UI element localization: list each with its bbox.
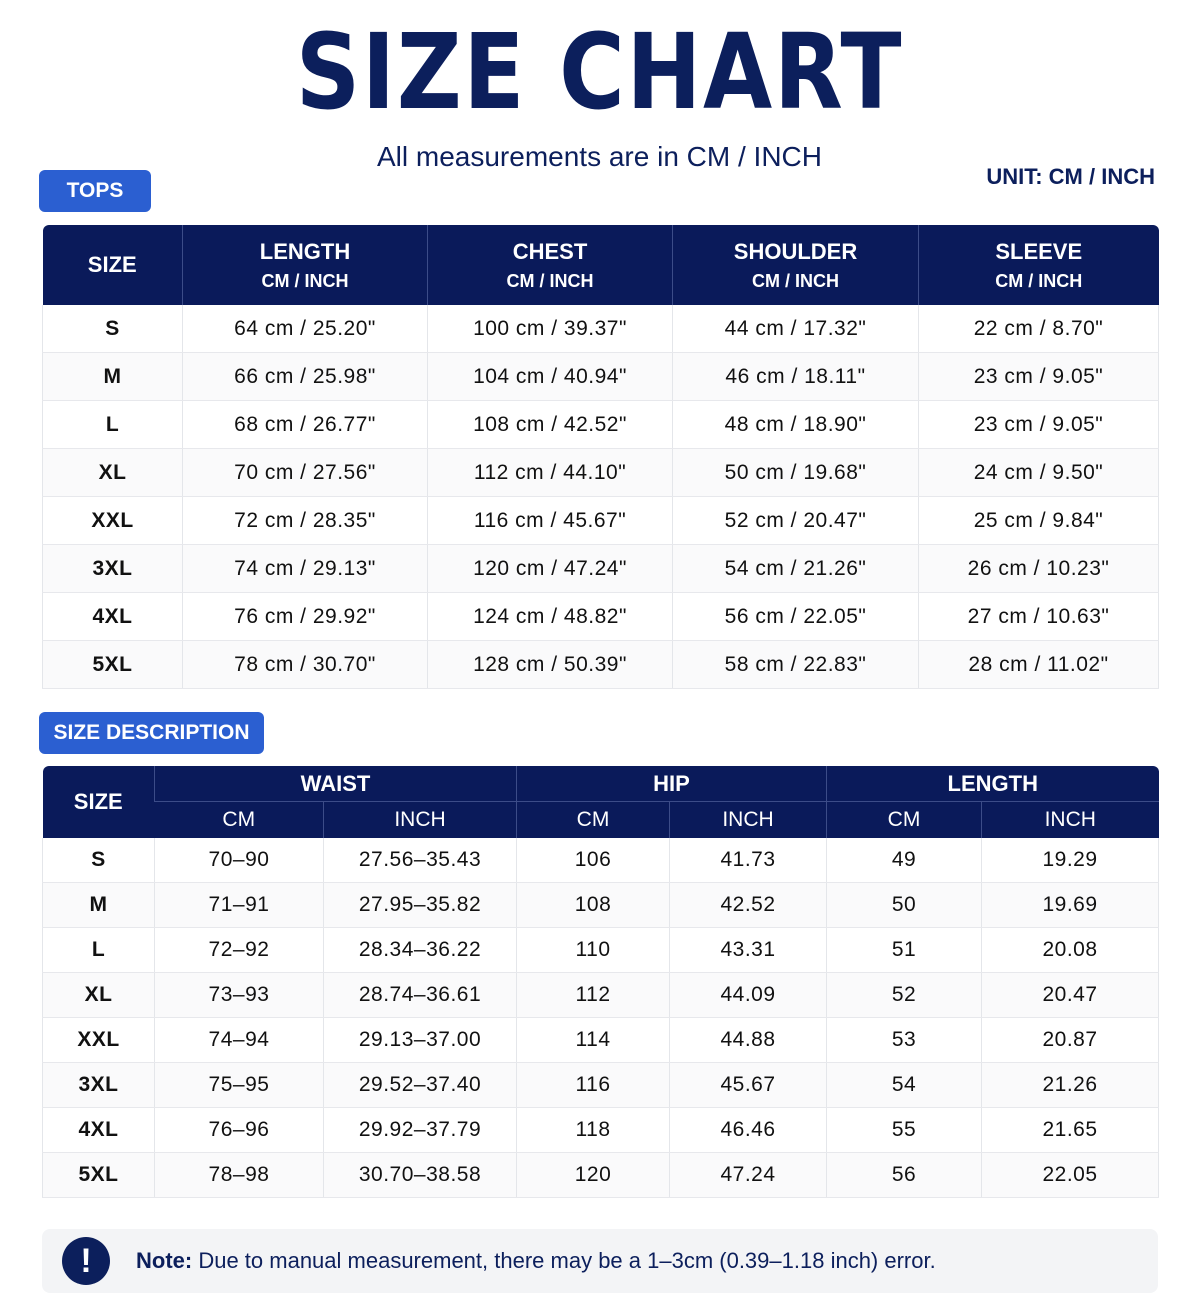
size-description-table xyxy=(42,766,1159,1198)
table-row xyxy=(43,1018,1159,1063)
cell-shoulder: 44 cm / 17.32" xyxy=(673,305,919,353)
cell-sleeve: 27 cm / 10.63" xyxy=(919,593,1159,641)
header-sleeve: SLEEVE CM / INCH xyxy=(919,225,1159,305)
table-row xyxy=(43,883,1159,928)
table-row xyxy=(43,449,1159,497)
cell-hip-inch: 46.46 xyxy=(670,1108,827,1153)
cell-length: 64 cm / 25.20" xyxy=(183,305,428,353)
cell-waist-cm: 76–96 xyxy=(155,1108,324,1153)
cell-size: 5XL xyxy=(43,641,183,689)
cell-size: 5XL xyxy=(43,1153,155,1198)
note-label: Note: xyxy=(136,1248,193,1273)
cell-length-cm: 53 xyxy=(827,1018,982,1063)
cell-length-inch: 20.87 xyxy=(982,1018,1159,1063)
cell-hip-cm: 114 xyxy=(517,1018,670,1063)
cell-hip-cm: 112 xyxy=(517,973,670,1018)
cell-sleeve: 24 cm / 9.50" xyxy=(919,449,1159,497)
tops-header-row xyxy=(43,225,1159,305)
cell-sleeve: 22 cm / 8.70" xyxy=(919,305,1159,353)
cell-size: S xyxy=(43,305,183,353)
header-length: LENGTH xyxy=(827,766,1159,802)
header-hip-inch: INCH xyxy=(670,802,827,839)
cell-sleeve: 23 cm / 9.05" xyxy=(919,353,1159,401)
cell-length-cm: 49 xyxy=(827,838,982,883)
cell-chest: 120 cm / 47.24" xyxy=(428,545,673,593)
cell-length-cm: 51 xyxy=(827,928,982,973)
page-subtitle: All measurements are in CM / INCH xyxy=(376,141,822,172)
cell-length-inch: 21.65 xyxy=(982,1108,1159,1153)
cell-size: S xyxy=(43,838,155,883)
table-row xyxy=(43,1108,1159,1153)
header-size: SIZE xyxy=(43,766,155,838)
cell-length-inch: 20.47 xyxy=(982,973,1159,1018)
cell-size: XXL xyxy=(43,1018,155,1063)
cell-length-cm: 54 xyxy=(827,1063,982,1108)
cell-length: 76 cm / 29.92" xyxy=(183,593,428,641)
measurement-note xyxy=(42,1229,1158,1293)
cell-shoulder: 50 cm / 19.68" xyxy=(673,449,919,497)
tops-size-table xyxy=(42,225,1159,689)
exclamation-icon: ! xyxy=(62,1237,110,1285)
cell-shoulder: 56 cm / 22.05" xyxy=(673,593,919,641)
table-row xyxy=(43,641,1159,689)
cell-length: 70 cm / 27.56" xyxy=(183,449,428,497)
note-text xyxy=(136,1229,936,1293)
cell-length: 66 cm / 25.98" xyxy=(183,353,428,401)
cell-chest: 104 cm / 40.94" xyxy=(428,353,673,401)
cell-length-cm: 55 xyxy=(827,1108,982,1153)
cell-hip-cm: 110 xyxy=(517,928,670,973)
cell-sleeve: 25 cm / 9.84" xyxy=(919,497,1159,545)
table-row xyxy=(43,497,1159,545)
cell-waist-inch: 27.95–35.82 xyxy=(324,883,517,928)
cell-sleeve: 23 cm / 9.05" xyxy=(919,401,1159,449)
cell-chest: 108 cm / 42.52" xyxy=(428,401,673,449)
cell-length-inch: 19.69 xyxy=(982,883,1159,928)
table-row xyxy=(43,593,1159,641)
cell-length-cm: 50 xyxy=(827,883,982,928)
cell-waist-cm: 78–98 xyxy=(155,1153,324,1198)
description-group-header-row xyxy=(43,766,1159,802)
cell-waist-cm: 72–92 xyxy=(155,928,324,973)
unit-label: UNIT: CM / INCH xyxy=(986,164,1155,189)
cell-length-inch: 20.08 xyxy=(982,928,1159,973)
table-row xyxy=(43,305,1159,353)
cell-size: 3XL xyxy=(43,1063,155,1108)
cell-shoulder: 54 cm / 21.26" xyxy=(673,545,919,593)
cell-hip-inch: 44.88 xyxy=(670,1018,827,1063)
table-row xyxy=(43,928,1159,973)
table-row xyxy=(43,838,1159,883)
cell-shoulder: 48 cm / 18.90" xyxy=(673,401,919,449)
cell-length: 72 cm / 28.35" xyxy=(183,497,428,545)
cell-size: 4XL xyxy=(43,593,183,641)
cell-size: M xyxy=(43,353,183,401)
cell-size: XXL xyxy=(43,497,183,545)
header-chest: CHEST CM / INCH xyxy=(428,225,673,305)
header-hip: HIP xyxy=(517,766,827,802)
cell-sleeve: 26 cm / 10.23" xyxy=(919,545,1159,593)
cell-chest: 116 cm / 45.67" xyxy=(428,497,673,545)
header-length-cm: CM xyxy=(827,802,982,839)
size-description-section-label: SIZE DESCRIPTION xyxy=(39,712,264,754)
table-row xyxy=(43,545,1159,593)
cell-waist-cm: 71–91 xyxy=(155,883,324,928)
header-shoulder: SHOULDER CM / INCH xyxy=(673,225,919,305)
cell-size: M xyxy=(43,883,155,928)
header-length: LENGTH CM / INCH xyxy=(183,225,428,305)
tops-section-label: TOPS xyxy=(39,170,151,212)
table-row xyxy=(43,1153,1159,1198)
cell-chest: 100 cm / 39.37" xyxy=(428,305,673,353)
cell-shoulder: 46 cm / 18.11" xyxy=(673,353,919,401)
cell-waist-inch: 30.70–38.58 xyxy=(324,1153,517,1198)
table-row xyxy=(43,973,1159,1018)
cell-size: 3XL xyxy=(43,545,183,593)
cell-length-cm: 56 xyxy=(827,1153,982,1198)
cell-hip-cm: 118 xyxy=(517,1108,670,1153)
cell-waist-cm: 74–94 xyxy=(155,1018,324,1063)
cell-size: XL xyxy=(43,973,155,1018)
cell-size: L xyxy=(43,928,155,973)
cell-hip-inch: 43.31 xyxy=(670,928,827,973)
cell-chest: 112 cm / 44.10" xyxy=(428,449,673,497)
header-size: SIZE xyxy=(43,225,183,305)
cell-waist-cm: 73–93 xyxy=(155,973,324,1018)
cell-chest: 124 cm / 48.82" xyxy=(428,593,673,641)
cell-waist-inch: 27.56–35.43 xyxy=(324,838,517,883)
cell-waist-inch: 29.13–37.00 xyxy=(324,1018,517,1063)
cell-length-cm: 52 xyxy=(827,973,982,1018)
table-row xyxy=(43,1063,1159,1108)
cell-length-inch: 19.29 xyxy=(982,838,1159,883)
cell-chest: 128 cm / 50.39" xyxy=(428,641,673,689)
cell-waist-cm: 75–95 xyxy=(155,1063,324,1108)
cell-hip-inch: 42.52 xyxy=(670,883,827,928)
cell-hip-cm: 116 xyxy=(517,1063,670,1108)
table-row xyxy=(43,401,1159,449)
cell-waist-inch: 28.34–36.22 xyxy=(324,928,517,973)
cell-length-inch: 21.26 xyxy=(982,1063,1159,1108)
header-waist-inch: INCH xyxy=(324,802,517,839)
header-length-inch: INCH xyxy=(982,802,1159,839)
cell-waist-inch: 29.52–37.40 xyxy=(324,1063,517,1108)
cell-hip-cm: 106 xyxy=(517,838,670,883)
cell-waist-inch: 29.92–37.79 xyxy=(324,1108,517,1153)
description-unit-header-row xyxy=(43,802,1159,839)
cell-sleeve: 28 cm / 11.02" xyxy=(919,641,1159,689)
page-title: SIZE CHART xyxy=(295,11,904,133)
cell-size: 4XL xyxy=(43,1108,155,1153)
cell-length: 78 cm / 30.70" xyxy=(183,641,428,689)
header-waist: WAIST xyxy=(155,766,517,802)
cell-size: XL xyxy=(43,449,183,497)
cell-hip-inch: 44.09 xyxy=(670,973,827,1018)
table-row xyxy=(43,353,1159,401)
cell-shoulder: 58 cm / 22.83" xyxy=(673,641,919,689)
cell-waist-inch: 28.74–36.61 xyxy=(324,973,517,1018)
cell-hip-inch: 45.67 xyxy=(670,1063,827,1108)
cell-shoulder: 52 cm / 20.47" xyxy=(673,497,919,545)
note-body: Due to manual measurement, there may be a 1–3cm (0.39–1.18 inch) error. xyxy=(192,1248,936,1273)
cell-size: L xyxy=(43,401,183,449)
cell-hip-inch: 47.24 xyxy=(670,1153,827,1198)
cell-hip-inch: 41.73 xyxy=(670,838,827,883)
cell-waist-cm: 70–90 xyxy=(155,838,324,883)
cell-hip-cm: 120 xyxy=(517,1153,670,1198)
cell-length: 74 cm / 29.13" xyxy=(183,545,428,593)
cell-length-inch: 22.05 xyxy=(982,1153,1159,1198)
cell-length: 68 cm / 26.77" xyxy=(183,401,428,449)
header-waist-cm: CM xyxy=(155,802,324,839)
header-hip-cm: CM xyxy=(517,802,670,839)
cell-hip-cm: 108 xyxy=(517,883,670,928)
